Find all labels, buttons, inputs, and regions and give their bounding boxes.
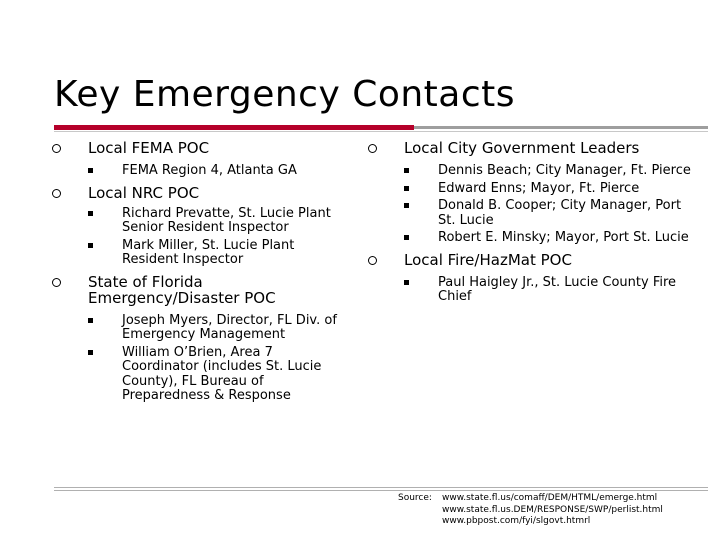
list-item-level1 xyxy=(368,252,698,268)
group-heading: Local Fire/HazMat POC xyxy=(404,250,572,269)
contact-group xyxy=(368,252,698,305)
right-column xyxy=(368,140,698,311)
left-column xyxy=(52,140,352,410)
list-item-level2 xyxy=(368,182,698,197)
footer-rule xyxy=(54,490,708,491)
contact-entry: Donald B. Cooper; City Manager, Port St. Lucie xyxy=(438,198,682,228)
list-item-level2 xyxy=(368,276,698,305)
square-bullet-icon xyxy=(88,318,93,323)
contact-entry: Dennis Beach; City Manager, Ft. Pierce xyxy=(438,163,691,178)
hollow-circle-bullet-icon xyxy=(368,144,377,153)
contact-entry: Paul Haigley Jr., St. Lucie County Fire Chief xyxy=(438,274,677,304)
title-underline-gray xyxy=(414,126,708,129)
list-item-level1 xyxy=(52,274,352,306)
list-item-level2 xyxy=(52,239,352,268)
square-bullet-icon xyxy=(88,168,93,173)
hollow-circle-bullet-icon xyxy=(368,256,377,265)
list-item-level1 xyxy=(368,140,698,156)
group-heading: Local FEMA POC xyxy=(88,139,210,157)
contact-entry: Mark Miller, St. Lucie Plant Resident Inspector xyxy=(122,237,295,267)
group-heading: Local NRC POC xyxy=(88,183,200,202)
hollow-circle-bullet-icon xyxy=(52,189,61,198)
contact-entry: Richard Prevatte, St. Lucie Plant Senior Resident Inspector xyxy=(122,205,331,235)
source-link[interactable]: www.state.fl.us/comaff/DEM/HTML/emerge.html xyxy=(442,493,658,503)
square-bullet-icon xyxy=(404,203,409,208)
group-heading: State of Florida Emergency/Disaster POC xyxy=(88,272,276,307)
hollow-circle-bullet-icon xyxy=(52,278,61,287)
source-link[interactable]: www.pbpost.com/fyi/slgovt.htmrl xyxy=(442,516,591,526)
list-item-level2 xyxy=(52,207,352,236)
footer-rule xyxy=(54,487,708,488)
group-heading: Local City Government Leaders xyxy=(404,139,640,157)
contact-group xyxy=(52,274,352,404)
list-item-level2 xyxy=(52,164,352,179)
contact-group xyxy=(52,140,352,179)
square-bullet-icon xyxy=(404,168,409,173)
square-bullet-icon xyxy=(404,280,409,285)
contact-entry: Joseph Myers, Director, FL Div. of Emergency Management xyxy=(122,312,337,342)
contact-entry: Edward Enns; Mayor, Ft. Pierce xyxy=(438,180,640,196)
contact-entry: William O’Brien, Area 7 Coordinator (includes St. Lucie County), FL Bureau of Preparedness & Response xyxy=(122,344,322,403)
square-bullet-icon xyxy=(88,350,93,355)
contact-entry: FEMA Region 4, Atlanta GA xyxy=(122,163,297,178)
list-item-level2 xyxy=(52,314,352,343)
source-label: Source: xyxy=(398,493,432,503)
contact-group xyxy=(368,140,698,246)
list-item-level2 xyxy=(52,346,352,404)
square-bullet-icon xyxy=(88,243,93,248)
title-underline-accent xyxy=(54,125,414,130)
list-item-level2 xyxy=(368,164,698,179)
square-bullet-icon xyxy=(88,211,93,216)
list-item-level1 xyxy=(52,140,352,156)
source-links xyxy=(442,493,663,528)
square-bullet-icon xyxy=(404,235,409,240)
list-item-level2 xyxy=(368,231,698,246)
slide-title: Key Emergency Contacts xyxy=(54,74,516,115)
list-item-level1 xyxy=(52,185,352,201)
list-item-level2 xyxy=(368,199,698,228)
source-link[interactable]: www.state.fl.us.DEM/RESPONSE/SWP/perlist.html xyxy=(442,504,663,515)
contact-group xyxy=(52,185,352,268)
title-underline-thin xyxy=(54,131,708,132)
contact-entry: Robert E. Minsky; Mayor, Port St. Lucie xyxy=(438,230,689,245)
hollow-circle-bullet-icon xyxy=(52,144,61,153)
square-bullet-icon xyxy=(404,186,409,191)
